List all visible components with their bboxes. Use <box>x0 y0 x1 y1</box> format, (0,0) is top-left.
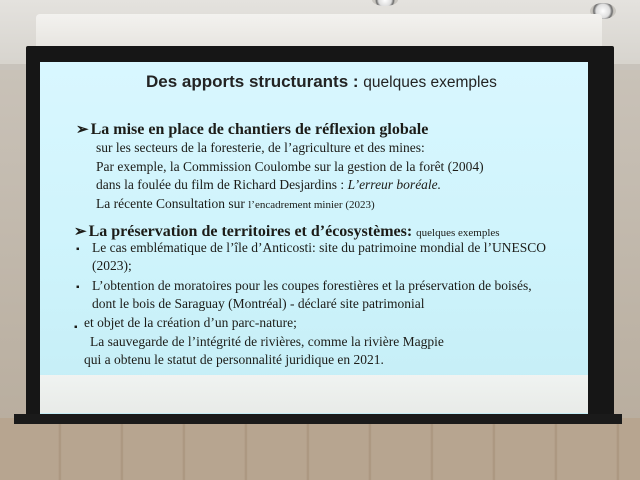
section1-line: Par exemple, la Commission Coulombe sur la gestion de la forêt (2004) <box>96 159 484 174</box>
slide-title <box>146 72 546 92</box>
square-bullet-icon: ▪ <box>76 282 80 293</box>
projection-screen-bottom-bar <box>14 414 622 424</box>
arrow-bullet-icon: ➢ <box>74 224 87 240</box>
film-title: L’erreur boréale. <box>347 177 442 192</box>
section1-heading-text: La mise en place de chantiers de réflexion globale <box>90 121 429 138</box>
bullet-line: Le cas emblématique de l’île d’Anticosti: site du patrimoine mondial de l’UNESCO <box>92 240 547 255</box>
projected-slide <box>40 62 588 414</box>
section1-line-small: l’encadrement minier (2023) <box>248 199 375 211</box>
section1-line: sur les secteurs de la foresterie, de l’agriculture et des mines: <box>96 140 425 155</box>
square-bullet-icon: ▪ <box>74 322 78 333</box>
section1-line <box>96 196 375 212</box>
section1-line-text: dans la foulée du film de Richard Desjardins : <box>96 177 348 192</box>
slide-title-rest: quelques exemples <box>363 74 497 91</box>
bullet-line: qui a obtenu le statut de personnalité juridique en 2021. <box>84 352 384 367</box>
square-bullet-icon: ▪ <box>76 244 80 255</box>
arrow-bullet-icon: ➢ <box>76 122 89 138</box>
bullet-line: L’obtention de moratoires pour les coupes forestières et la préservation de boisés, <box>92 278 532 293</box>
bullet-line: et objet de la création d’un parc-nature; <box>84 315 297 330</box>
bullet-line: dont le bois de Saraguay (Montréal) - déclaré site patrimonial <box>92 296 425 311</box>
section2-heading-suffix: quelques exemples <box>416 227 500 239</box>
section2-heading-text: La préservation de territoires et d’écosystèmes: <box>88 223 413 240</box>
wood-wall-panels <box>0 418 640 480</box>
section1-heading <box>76 120 428 139</box>
ceiling-light-icon <box>372 0 398 6</box>
section1-line <box>96 177 441 193</box>
bullet-line: (2023); <box>92 258 132 273</box>
slide-footer-area <box>40 375 588 413</box>
bullet-line: La sauvegarde de l’intégrité de rivières, comme la rivière Magpie <box>90 334 444 349</box>
section1-line-text: La récente Consultation sur <box>96 196 249 211</box>
slide-title-bold: Des apports structurants : <box>146 72 359 91</box>
section2-heading <box>74 222 500 241</box>
